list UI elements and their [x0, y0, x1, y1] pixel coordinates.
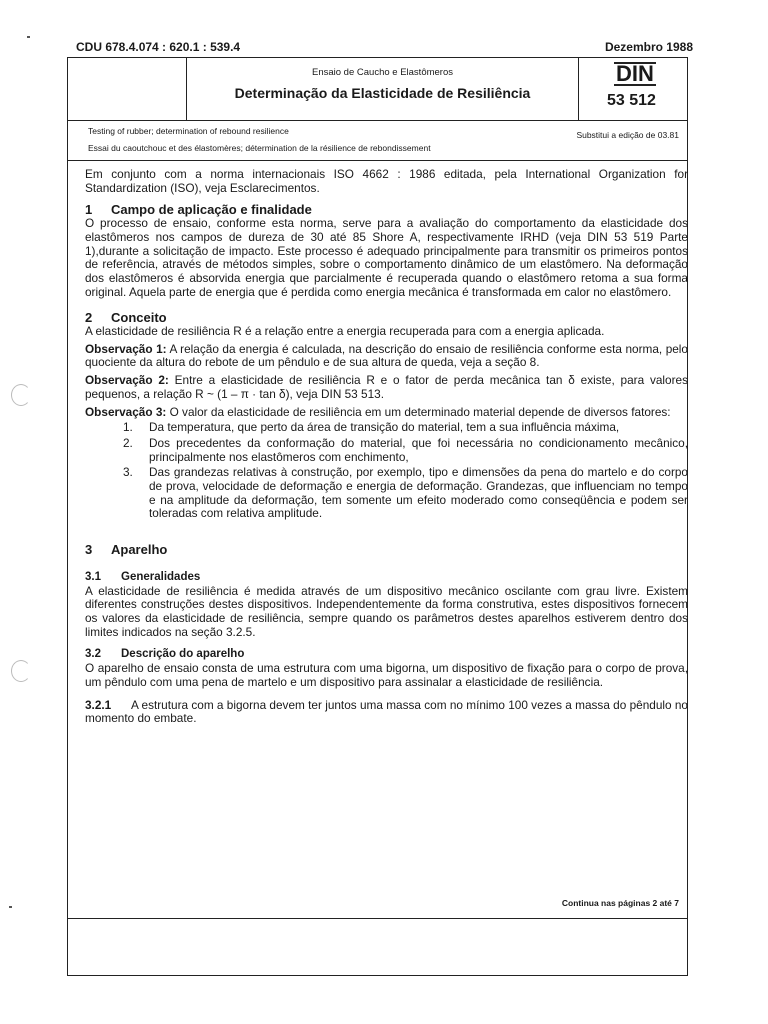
observation-text: Entre a elasticidade de resiliência R e o fator de perda mecânica tan δ existe, para valores pequenos, a relação R ~ (1 – π · tan δ), veja DIN 53 513. [85, 373, 689, 401]
subsection-3-2-text: O aparelho de ensaio consta de uma estrutura com uma bigorna, um dispositivo de fixação para o corpo de prova, um pêndulo com uma pena de martelo e um dispositivo para assinalar a elasticidade de resiliência. [85, 661, 688, 689]
observation-label: Observação 3: [85, 404, 167, 419]
scan-speck [9, 906, 12, 908]
document-title: Determinação da Elasticidade de Resiliência [234, 85, 531, 101]
section-1-heading [85, 203, 688, 217]
subsection-number: 3.1 [85, 570, 101, 583]
title-translations [68, 120, 687, 161]
subsection-title: Descrição do aparelho [121, 648, 245, 661]
list-item [123, 437, 688, 464]
din-number: 53 512 [607, 92, 656, 109]
section-title: Aparelho [111, 542, 168, 558]
list-text: Dos precedentes da conformação do material, que foi necessária no condicionamento mecânico, principalmente nos elastômeros com enchimento, [149, 435, 688, 464]
subsection-3-2-1 [85, 699, 688, 726]
list-number: 2. [123, 435, 133, 450]
list-item [123, 466, 688, 521]
observation-2 [85, 374, 688, 401]
section-1-text: O processo de ensaio, conforme esta norma, serve para a avaliação do comportamento da elasticidade dos elastômeros nos campos de dureza de 30 até 85 Shore A, respectivamente IRHD (veja DIN 53 519 Parte 1),durante a solicitação de impacto. Este processo é adequado principalmente para transmitir os primeiros pontos de referência, através de métodos simples, sobre o comportamento dinâmico de um elastômero. Na deformação dos elastômeros é absorvida energia que parcialmente é recuperada quando o elastômero retoma a sua forma original. Aquela parte de energia que é perdida como energia mecânica é transformada em calor no elastômero. [85, 216, 688, 299]
punch-hole-mark [11, 384, 31, 406]
factor-list [123, 421, 688, 521]
title-french: Essai du caoutchouc et des élastomères; détermination de la résilience de rebondissement [88, 143, 431, 153]
observation-label: Observação 1: [85, 341, 167, 356]
intro-paragraph: Em conjunto com a norma internacionais ISO 4662 : 1986 editada, pela International Organization for Standardization (ISO), veja Esclarecimentos. [85, 167, 688, 195]
document-subject: Ensaio de Caucho e Elastômeros [312, 67, 453, 78]
publication-date: Dezembro 1988 [604, 40, 693, 54]
header-right-cell [578, 58, 687, 120]
list-number: 3. [123, 465, 133, 480]
observation-1 [85, 343, 688, 370]
list-item [123, 421, 688, 435]
section-number: 2 [85, 310, 93, 326]
observation-text: A relação da energia é calculada, na descrição do ensaio de resiliência conforme esta norma, pelo quociente da altura do rebote de um pêndulo e de sua altura de queda, veja a seção 8. [85, 341, 688, 370]
header-left-cell [68, 58, 187, 120]
subsection-title: Generalidades [121, 570, 201, 583]
section-title: Campo de aplicação e finalidade [111, 202, 312, 218]
supersedes-note: Substitui a edição de 03.81 [576, 130, 679, 140]
title-english: Testing of rubber; determination of rebound resilience [88, 126, 289, 136]
observation-3 [85, 406, 688, 420]
header-row [68, 58, 687, 121]
scan-speck [27, 36, 30, 38]
continued-note: Continua nas páginas 2 até 7 [561, 898, 679, 908]
subsection-3-1-heading [85, 571, 688, 585]
section-title: Conceito [111, 310, 167, 326]
document-body [85, 168, 688, 726]
bottom-separator [68, 918, 687, 919]
punch-hole-mark [11, 660, 31, 682]
observation-label: Observação 2: [85, 373, 169, 388]
subsection-3-2-heading [85, 648, 688, 662]
list-number: 1. [123, 420, 133, 435]
section-2-text: A elasticidade de resiliência R é a relação entre a energia recuperada para com a energia aplicada. [85, 324, 605, 339]
section-2-heading [85, 311, 688, 325]
observation-text: O valor da elasticidade de resiliência em um determinado material depende de diversos fatores: [166, 404, 671, 419]
subsection-text: A estrutura com a bigorna devem ter juntos uma massa com no mínimo 100 vezes a massa do pêndulo no momento do embate. [85, 697, 688, 726]
section-number: 1 [85, 202, 93, 218]
list-text: Da temperatura, que perto da área de transição do material, tem a sua influência máxima, [149, 420, 620, 435]
section-3-heading [85, 543, 688, 557]
section-number: 3 [85, 542, 93, 558]
subsection-number: 3.2.1 [85, 697, 112, 712]
cdu-classification: CDU 678.4.074 : 620.1 : 539.4 [76, 40, 241, 54]
subsection-number: 3.2 [85, 648, 101, 661]
list-text: Das grandezas relativas à construção, por exemplo, tipo e dimensões da pena do martelo e do corpo de prova, velocidade de deformação e energia de deformação. Grandezas, que influenciam no tempo e na amplitude da deformação, tem somente um efeito moderado como conseqüência e podem ser toleradas com relativa amplitude. [149, 465, 688, 521]
subsection-3-1-text: A elasticidade de resiliência é medida através de um dispositivo mecânico oscilante com grau livre. Existem diferentes construções destes dispositivos. Independentemente da forma construtiva, estes dispositivos fornecem os valores da elasticidade de resiliência, sempre quando os parâmetros destes aparelhos estiverem dentro dos limites indicados na seção 3.2.5. [85, 583, 688, 639]
din-logo: DIN [616, 61, 654, 86]
